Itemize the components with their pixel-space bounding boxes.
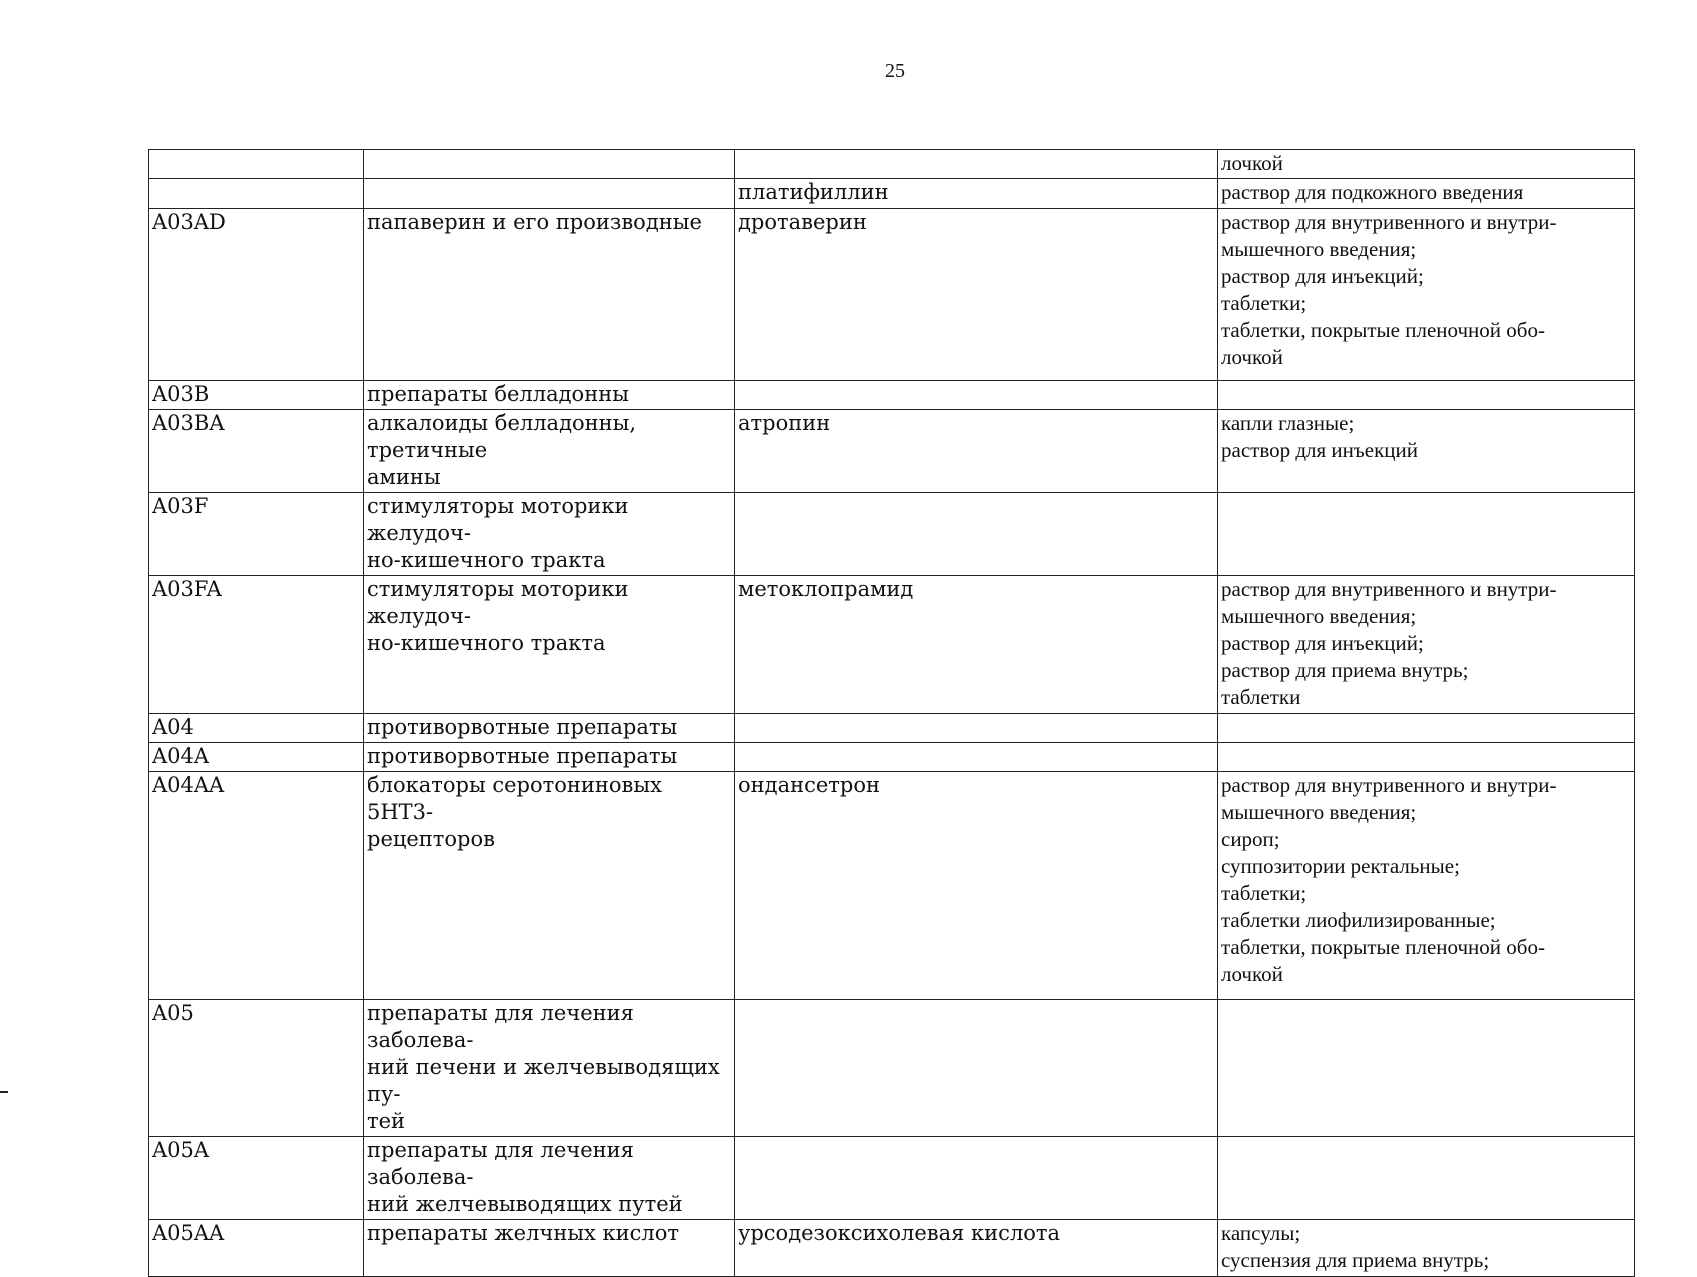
atc-code-cell: A05 bbox=[149, 1000, 364, 1137]
atc-code-cell: A03FA bbox=[149, 576, 364, 714]
dosage-form-cell bbox=[1218, 381, 1635, 410]
atc-code-cell: A04A bbox=[149, 743, 364, 772]
drug-name-cell: атропин bbox=[735, 410, 1218, 493]
table-body bbox=[149, 150, 1635, 1277]
drug-name-cell bbox=[735, 493, 1218, 576]
atc-code-cell bbox=[149, 179, 364, 209]
dosage-form-cell: раствор для внутривенного и внутри- мышечного введения; сироп; суппозитории ректальные; таблетки; таблетки лиофилизированные; таблетки, покрытые пленочной обо- лочкой bbox=[1218, 772, 1635, 1000]
atc-code-cell: A05A bbox=[149, 1137, 364, 1220]
atc-code-cell: A03F bbox=[149, 493, 364, 576]
group-name-cell: препараты для лечения заболева- ний желчевыводящих путей bbox=[364, 1137, 735, 1220]
table-row bbox=[149, 493, 1635, 576]
group-name-cell: папаверин и его производные bbox=[364, 209, 735, 381]
dosage-form-cell: лочкой bbox=[1218, 150, 1635, 179]
drug-name-cell bbox=[735, 150, 1218, 179]
atc-code-cell: A04AA bbox=[149, 772, 364, 1000]
dosage-form-cell: раствор для подкожного введения bbox=[1218, 179, 1635, 209]
table-row bbox=[149, 576, 1635, 714]
group-name-cell: препараты для лечения заболева- ний печени и желчевыводящих пу- тей bbox=[364, 1000, 735, 1137]
dosage-form-cell: капли глазные; раствор для инъекций bbox=[1218, 410, 1635, 493]
drug-name-cell: платифиллин bbox=[735, 179, 1218, 209]
dosage-form-cell: капсулы; суспензия для приема внутрь; bbox=[1218, 1220, 1635, 1277]
drug-name-cell: ондансетрон bbox=[735, 772, 1218, 1000]
table-row bbox=[149, 150, 1635, 179]
atc-code-cell: A03B bbox=[149, 381, 364, 410]
drug-name-cell bbox=[735, 381, 1218, 410]
table-row bbox=[149, 772, 1635, 1000]
group-name-cell: противорвотные препараты bbox=[364, 743, 735, 772]
drug-name-cell bbox=[735, 714, 1218, 743]
dosage-form-cell bbox=[1218, 493, 1635, 576]
atc-code-cell: A03BA bbox=[149, 410, 364, 493]
group-name-cell: блокаторы серотониновых 5HT3- рецепторов bbox=[364, 772, 735, 1000]
group-name-cell: алкалоиды белладонны, третичные амины bbox=[364, 410, 735, 493]
dosage-form-cell bbox=[1218, 714, 1635, 743]
table-row bbox=[149, 743, 1635, 772]
table-row bbox=[149, 1137, 1635, 1220]
page-number: 25 bbox=[885, 60, 905, 82]
dosage-form-cell bbox=[1218, 1137, 1635, 1220]
drug-name-cell: дротаверин bbox=[735, 209, 1218, 381]
margin-mark bbox=[0, 1091, 8, 1093]
group-name-cell: препараты желчных кислот bbox=[364, 1220, 735, 1277]
group-name-cell bbox=[364, 150, 735, 179]
group-name-cell: препараты белладонны bbox=[364, 381, 735, 410]
group-name-cell: стимуляторы моторики желудоч- но-кишечного тракта bbox=[364, 576, 735, 714]
group-name-cell: стимуляторы моторики желудоч- но-кишечного тракта bbox=[364, 493, 735, 576]
drug-name-cell: метоклопрамид bbox=[735, 576, 1218, 714]
drug-table bbox=[148, 149, 1635, 1277]
drug-name-cell bbox=[735, 1000, 1218, 1137]
dosage-form-cell bbox=[1218, 743, 1635, 772]
table-row bbox=[149, 410, 1635, 493]
table-row bbox=[149, 714, 1635, 743]
dosage-form-cell bbox=[1218, 1000, 1635, 1137]
atc-code-cell bbox=[149, 150, 364, 179]
table-row bbox=[149, 179, 1635, 209]
drug-name-cell bbox=[735, 1137, 1218, 1220]
table-row bbox=[149, 1220, 1635, 1277]
atc-code-cell: A05AA bbox=[149, 1220, 364, 1277]
group-name-cell bbox=[364, 179, 735, 209]
dosage-form-cell: раствор для внутривенного и внутри- мышечного введения; раствор для инъекций; раствор для приема внутрь; таблетки bbox=[1218, 576, 1635, 714]
atc-code-cell: A04 bbox=[149, 714, 364, 743]
dosage-form-cell: раствор для внутривенного и внутри- мышечного введения; раствор для инъекций; таблетки; таблетки, покрытые пленочной обо- лочкой bbox=[1218, 209, 1635, 381]
drug-name-cell: урсодезоксихолевая кислота bbox=[735, 1220, 1218, 1277]
table-row bbox=[149, 1000, 1635, 1137]
table-row bbox=[149, 381, 1635, 410]
atc-code-cell: A03AD bbox=[149, 209, 364, 381]
table-row bbox=[149, 209, 1635, 381]
drug-name-cell bbox=[735, 743, 1218, 772]
group-name-cell: противорвотные препараты bbox=[364, 714, 735, 743]
